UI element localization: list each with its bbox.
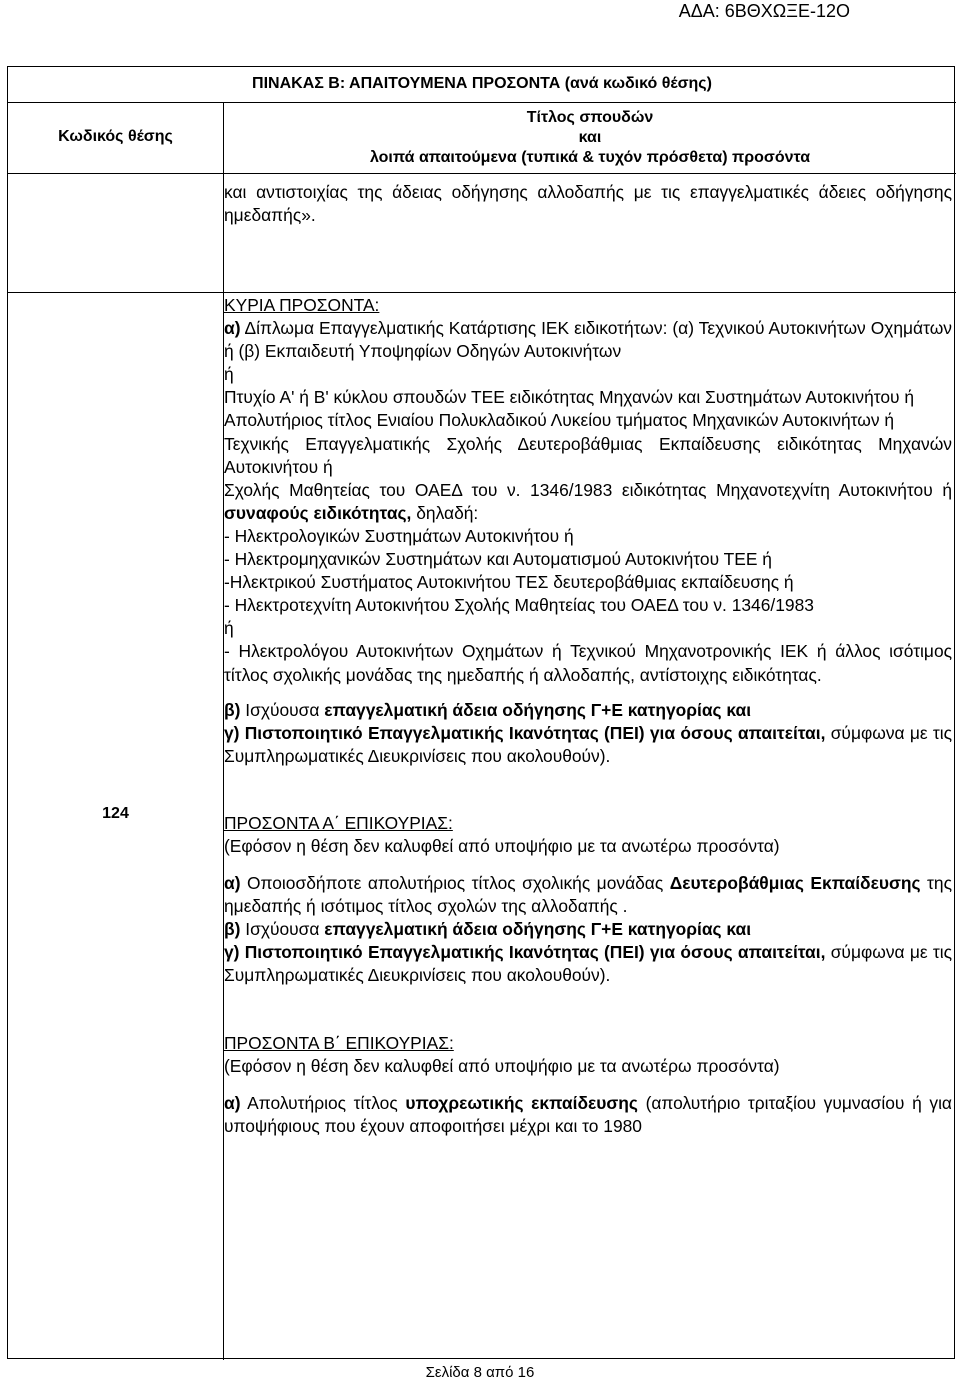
- aux-a-title: ΠΡΟΣΟΝΤΑ Α΄ ΕΠΙΚΟΥΡΙΑΣ:: [224, 812, 453, 833]
- page-footer: Σελίδα 8 από 16: [425, 1364, 535, 1381]
- position-code: 124: [102, 805, 129, 822]
- table-title: ΠΙΝΑΚΑΣ Β: ΑΠΑΙΤΟΥΜΕΝΑ ΠΡΟΣΟΝΤΑ (ανά κωδικό θέσης): [252, 75, 712, 92]
- column-header-qualifications: Τίτλος σπουδών και λοιπά απαιτούμενα (τυπικά & τυχόν πρόσθετα) προσόντα: [369, 109, 811, 166]
- ada-code: ΑΔΑ: 6ΒΘΧΩΞΕ-12Ο: [678, 1, 850, 21]
- divider: [8, 102, 956, 103]
- divider: [8, 292, 956, 293]
- main-title: ΚΥΡΙΑ ΠΡΟΣΟΝΤΑ:: [224, 295, 380, 315]
- divider: [8, 173, 956, 174]
- continuation-cell: και αντιστοιχίας της άδειας οδήγησης αλλοδαπής με τις επαγγελματικές άδειες οδήγησης ημεδαπής».: [224, 182, 952, 226]
- qualifications-cell: ΚΥΡΙΑ ΠΡΟΣΟΝΤΑ: α) Δίπλωμα Επαγγελματικής Κατάρτισης ΙΕΚ ειδικοτήτων: (α) Τεχνικού Αυτοκινήτων Οχημάτων ή (β) Εκπαιδευτή Υποψηφίων Οδηγών Αυτοκινήτων ή Πτυχίο Α' ή Β' κύκλου σπουδών ΤΕΕ ειδικότητας Μηχανών και Συστημάτων Αυτοκινήτου ή Απολυτήριος τίτλος Ενιαίου Πολυκλαδικού Λυκείου τμήματος Μηχανικών Αυτοκινήτων ή Τεχνικής Επαγγελματικής Σχολής Δευτεροβάθμιας Εκπαίδευσης ειδικότητας Μηχανών Αυτοκινήτου ή Σχολής Μαθητείας του ΟΑΕΔ του ν. 1346/1983 ειδικότητας Μηχανοτεχνίτη Αυτοκινήτου ή συναφούς ειδικότητας, δηλαδή: - Ηλεκτρολογικών Συστημάτων Αυτοκινήτου ή - Ηλεκτρομηχανικών Συστημάτων και Αυτοματισμού Αυτοκινήτου ΤΕΕ ή -Ηλεκτρικού Συστήματος Αυτοκινήτου ΤΕΣ δευτεροβάθμιας εκπαίδευσης ή - Ηλεκτροτεχνίτη Αυτοκινήτου Σχολής Μαθητείας του ΟΑΕΔ του ν. 1346/1983 ή - Ηλεκτρολόγου Αυτοκινήτων Οχημάτων ή Τεχνικού Μηχανοτρονικής ΙΕΚ ή άλλος ισότιμος τίτλος σχολικής μονάδας της ημεδαπής ή αλλοδαπής, αντίστοιχης ειδικότητας. β) Ισχύουσα επαγγελματική άδεια οδήγησης Γ+Ε κατηγορίας και γ) Πιστοποιητικό Επαγγελματικής Ικανότητας (ΠΕΙ) για όσους απαιτείται, σύμφωνα με τις Συμπληρωματικές Διευκρινίσεις που ακολουθούν). ΠΡΟΣΟΝΤΑ Α΄ ΕΠΙΚΟΥΡΙΑΣ: (Εφόσον η θέση δεν καλυφθεί από υποψήφιο με τα ανωτέρω προσόντα) α) Οποιοσδήποτε απολυτήριος τίτλος σχολικής μονάδας Δευτεροβάθμιας Εκπαίδευσης της ημεδαπής ή ισότιμος τίτλος σχολών της αλλοδαπής . β) Ισχύουσα επαγγελματική άδεια οδήγησης Γ+Ε κατηγορίας και γ) Πιστοποιητικό Επαγγελματικής Ικανότητας (ΠΕΙ) για όσους απαιτείται, σύμφωνα με τις Συμπληρωματικές Διευκρινίσεις που ακολουθούν). ΠΡΟΣΟΝΤΑ Β΄ ΕΠΙΚΟΥΡΙΑΣ: (Εφόσον η θέση δεν καλυφθεί από υποψήφιο με τα ανωτέρω προσόντα) α) Απολυτήριος τίτλος υποχρεωτικής εκπαίδευσης (απολυτήριο τριταξίου γυμνασίου ή για υποψήφιους που έχουν αποφοιτήσει μέχρι και το 1980: [224, 295, 952, 1136]
- aux-b-title: ΠΡΟΣΟΝΤΑ Β΄ ΕΠΙΚΟΥΡΙΑΣ:: [224, 1032, 454, 1053]
- requirements-table: [7, 66, 955, 1359]
- column-header-code: Κωδικός θέσης: [58, 128, 173, 145]
